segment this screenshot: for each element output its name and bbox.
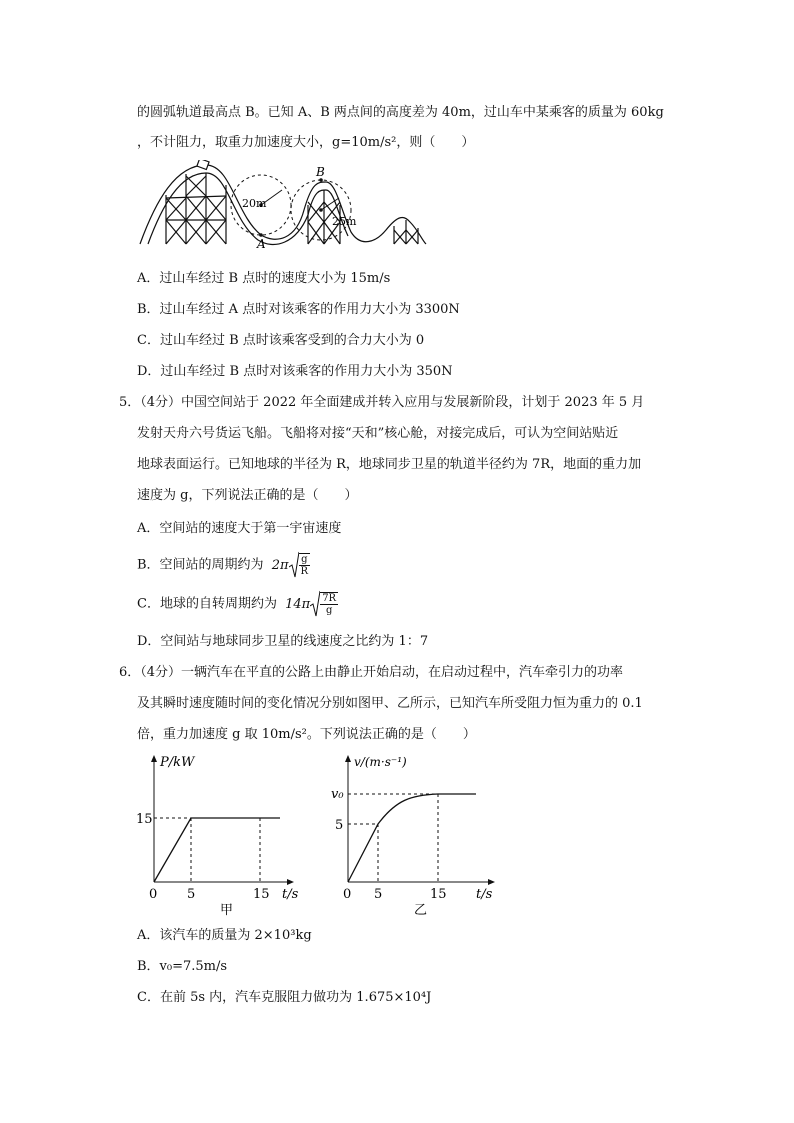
sqrt-b (289, 548, 311, 582)
q5-option-a: A．空间站的速度大于第一宇宙速度 (137, 521, 342, 536)
label-20m: 20m (242, 197, 267, 210)
yi-xtick-5: 5 (374, 887, 383, 902)
q5-stem-line1: 5．（4分）中国空间站于 2022 年全面建成并转入应用与发展新阶段，计划于 2023 年 5 月 (119, 395, 645, 410)
q4-option-a: A．过山车经过 B 点时的速度大小为 15m/s (137, 271, 391, 286)
q6-stem-line3: 倍，重力加速度 g 取 10m/s²。下列说法正确的是（ ） (137, 727, 476, 742)
q5-option-c-num: 7R (322, 592, 337, 604)
q5-option-d: D．空间站与地球同步卫星的线速度之比约为 1：7 (137, 634, 429, 649)
graph-yi (326, 752, 506, 922)
label-A: A (257, 237, 266, 250)
label-25m: 25m (332, 215, 357, 228)
yi-ytick-5: 5 (335, 818, 344, 833)
yi-xlabel: t/s (476, 887, 493, 902)
q5-option-b-coef: 2π (271, 557, 289, 573)
q5-option-c-coef: 14π (285, 596, 311, 612)
jia-caption: 甲 (220, 903, 234, 918)
q5-stem-line2: 发射天舟六号货运飞船。飞船将对接“天和”核心舱，对接完成后，可认为空间站贴近 (137, 426, 619, 441)
q5-option-c-den: g (325, 604, 333, 616)
q4-stem-line1: 的圆弧轨道最高点 B。已知 A、B 两点间的高度差为 40m，过山车中某乘客的质量为 60kg (137, 105, 664, 120)
q5-option-c-text: C．地球的自转周期约为 (137, 596, 277, 612)
jia-origin: 0 (149, 887, 158, 902)
yi-origin: 0 (343, 887, 352, 902)
q6-stem-line2: 及其瞬时速度随时间的变化情况分别如图甲、乙所示，已知汽车所受阻力恒为重力的 0.1 (137, 696, 643, 711)
q6-option-a: A．该汽车的质量为 2×10³kg (137, 928, 312, 943)
q5-option-b-num: g (299, 554, 311, 566)
q4-option-d: D．过山车经过 B 点时对该乘客的作用力大小为 350N (137, 364, 453, 379)
jia-ytick: 15 (136, 812, 153, 827)
q5-option-b-den: R (300, 565, 309, 577)
roller-coaster-figure (136, 160, 436, 250)
jia-ylabel: P/kW (160, 755, 195, 770)
q5-option-b-text: B．空间站的周期约为 (137, 557, 264, 573)
q5-stem-line3: 地球表面运行。已知地球的半径为 R，地球同步卫星的轨道半径约为 7R，地面的重力加 (137, 457, 642, 472)
label-B: B (316, 165, 325, 179)
q4-stem-line2: ，不计阻力，取重力加速度大小，g=10m/s²，则（ ） (137, 135, 475, 150)
q6-option-c: C．在前 5s 内，汽车克服阻力做功为 1.675×10⁴J (137, 990, 432, 1005)
yi-caption: 乙 (414, 903, 428, 918)
q5-option-b (137, 548, 310, 583)
jia-xtick-15: 15 (253, 887, 270, 902)
jia-xtick-5: 5 (187, 887, 196, 902)
q5-stem-line4: 速度为 g，下列说法正确的是（ ） (137, 488, 358, 503)
sqrt-c (310, 587, 338, 621)
yi-xtick-15: 15 (430, 887, 447, 902)
q4-option-c: C．过山车经过 B 点时该乘客受到的合力大小为 0 (137, 333, 425, 348)
q5-option-c (137, 587, 338, 622)
jia-xlabel: t/s (282, 887, 299, 902)
graph-jia (132, 752, 302, 922)
yi-ytick-v0: v₀ (331, 787, 344, 802)
yi-ylabel: v/(m·s⁻¹) (354, 755, 407, 769)
q6-option-b: B．v₀=7.5m/s (137, 959, 228, 974)
q6-stem-line1: 6．（4分）一辆汽车在平直的公路上由静止开始启动，在启动过程中，汽车牵引力的功率 (119, 665, 624, 680)
q4-option-b: B．过山车经过 A 点时对该乘客的作用力大小为 3300N (137, 302, 460, 317)
